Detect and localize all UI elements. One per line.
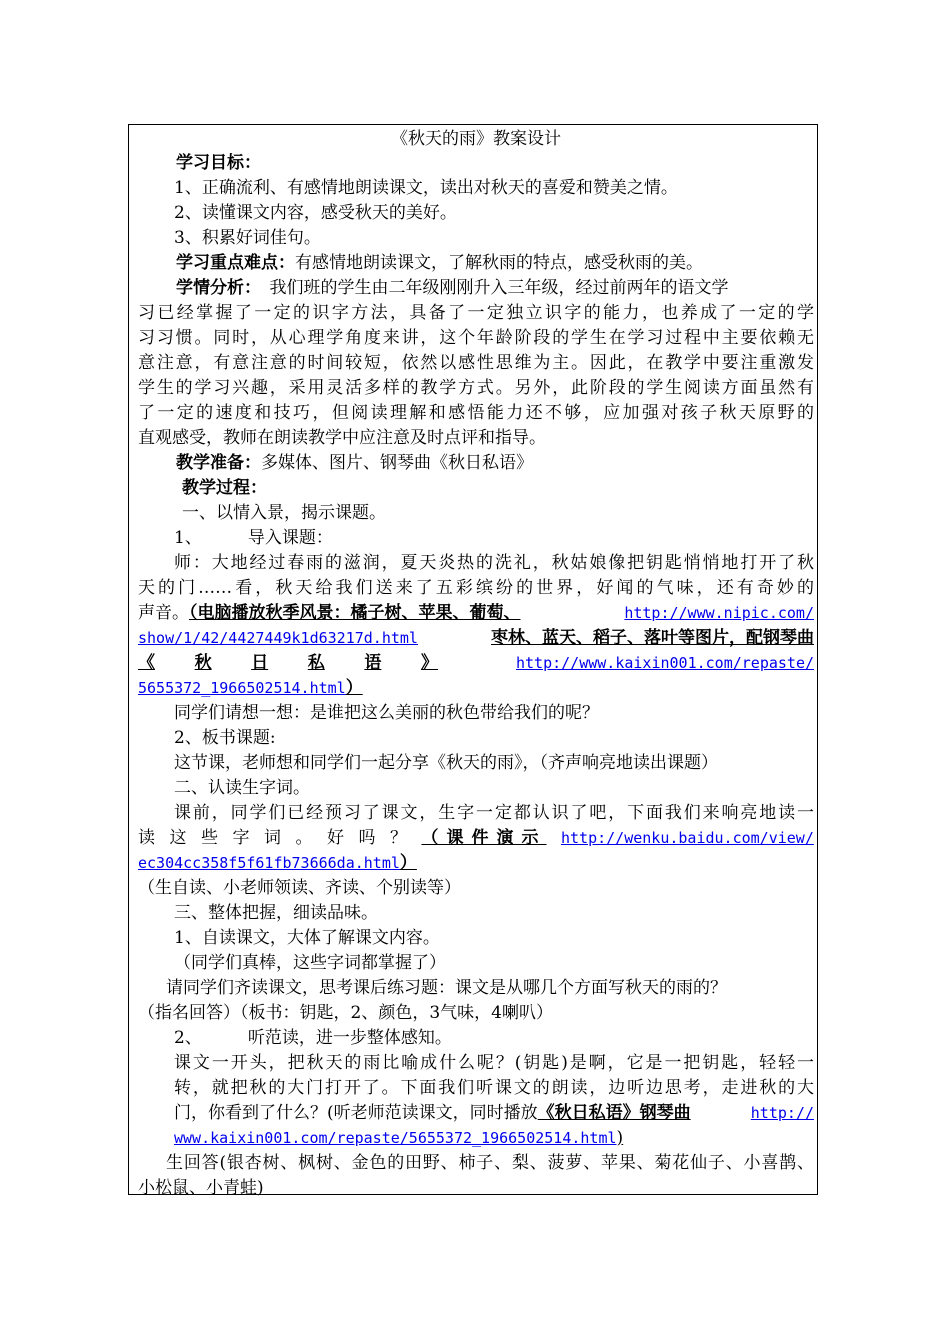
analysis-line: 习习惯。同时，从心理学角度来讲，这个年龄阶段的学生在学习过程中主要依赖无 (138, 328, 814, 348)
prep-text: 多媒体、图片、钢琴曲《秋日私语》 (261, 453, 533, 473)
song-note: 《秋日私语》钢琴曲 (537, 1103, 691, 1123)
read-char: 读 (138, 828, 155, 848)
board-note: （指名回答）（板书：钥匙，2、颜色，3气味，4喇叭） (138, 1003, 553, 1023)
analysis-label: 学情分析： (176, 278, 253, 298)
teacher-line-3 (138, 601, 814, 626)
analysis-line: 习已经掌握了一定的识字方法，具备了一定独立识字的能力，也养成了一定的学 (138, 303, 814, 323)
analysis-line: 学生的学习兴趣，采用灵活多样的教学方式。另外，此阶段的学生阅读方面虽然有 (138, 378, 814, 398)
close-paren: ） (399, 853, 417, 873)
process-heading: 教学过程： (182, 478, 267, 498)
teacher-line-5 (138, 651, 814, 676)
section-3-2-line: 课文一开头，把秋天的雨比喻成什么呢？(钥匙)是啊，它是一把钥匙，轻轻一 (174, 1053, 814, 1073)
read-char: 这 (169, 828, 187, 848)
section-3-2-line: 转，就把秋的大门打开了。下面我们听课文的朗读，边听边思考，走进秋的大 (174, 1078, 814, 1098)
section-2-line-3 (138, 851, 814, 876)
read-char: 吗 (358, 828, 376, 848)
teacher-text: 声音。 (138, 603, 189, 623)
answer-line: 生回答(银杏树、枫树、金色的田野、柿子、梨、菠萝、苹果、菊花仙子、小喜鹊、 (166, 1153, 814, 1173)
section-3-2-line-4 (138, 1126, 814, 1151)
teacher-line-6 (138, 676, 814, 701)
prep (138, 451, 814, 476)
goal-item: 1、正确流利、有感情地朗读课文，读出对秋天的喜爱和赞美之情。 (174, 178, 678, 198)
answer-line: 小松鼠、小青蛙) (138, 1178, 264, 1198)
nipic-link-cont[interactable]: show/1/42/4427449k1d63217d.html (138, 629, 418, 647)
song-char: 语 (364, 653, 382, 673)
section-2-line-2 (138, 826, 814, 851)
item-number: 1、 (174, 528, 202, 548)
read-char: ？ (390, 828, 407, 848)
close-paren: ) (616, 1128, 624, 1148)
goal-item: 2、读懂课文内容，感受秋天的美好。 (174, 203, 457, 223)
doc-title: 《秋天的雨》教案设计 (391, 129, 561, 149)
section-1-title: 一、以情入景，揭示课题。 (182, 503, 386, 523)
goals-heading: 学习目标： (176, 153, 261, 173)
baidu-link[interactable]: http://wenku.baidu.com/view/ (561, 829, 814, 847)
reading-modes: （生自读、小老师领读、齐读、个别读等） (138, 878, 461, 898)
section-3-2 (138, 1026, 814, 1051)
praise: （同学们真棒，这些字词都掌握了） (174, 953, 446, 973)
section-3-1: 1、自读课文，大体了解课文内容。 (174, 928, 440, 948)
song-char: 《 (138, 653, 155, 673)
teacher-line: 天的门……看，秋天给我们送来了五彩缤纷的世界，好闻的气味，还有奇妙的 (138, 578, 814, 598)
section-2-text: 课前，同学们已经预习了课文，生字一定都认识了吧，下面我们来响亮地读一 (174, 803, 814, 823)
read-char: 些 (201, 828, 218, 848)
analysis-text: 我们班的学生由二年级刚刚升入三年级，经过前两年的语文学 (252, 278, 729, 298)
nipic-link[interactable]: http://www.nipic.com/ (624, 604, 814, 622)
item-text: 导入课题： (247, 528, 333, 548)
section-3-1-question: 请同学们齐读课文，思考课后练习题：课文是从哪几个方面写秋天的雨的？ (166, 978, 727, 998)
baidu-link-cont[interactable]: ec304cc358f5f61fb73666da.html (138, 854, 400, 872)
analysis-line: 了一定的速度和技巧，但阅读理解和感悟能力还不够，应加强对孩子秋天原野的 (138, 403, 814, 423)
analysis-first-line (138, 276, 814, 301)
item-number: 2、 (174, 1028, 202, 1048)
song-title (138, 651, 438, 676)
media-note: （电脑播放秋季风景：橘子树、苹果、葡萄、 (189, 603, 521, 623)
close-paren: ） (345, 678, 363, 698)
key-points-label: 学习重点难点： (176, 253, 295, 273)
read-char: 字 (232, 828, 250, 848)
song-char: 日 (251, 653, 269, 673)
prep-label: 教学准备： (176, 453, 261, 473)
read-char: 词 (264, 828, 281, 848)
analysis-line: 意注意，有意注意的时间较短，依然以感性思维为主。因此，在教学中要注重激发 (138, 353, 814, 373)
section-2-title: 二、认读生字词。 (174, 778, 310, 798)
kaixin-link-2[interactable]: http:// (750, 1104, 814, 1122)
key-points (138, 251, 814, 276)
question: 同学们请想一想：是谁把这么美丽的秋色带给我们的呢？ (174, 703, 599, 723)
key-points-text: 有感情地朗读课文，了解秋雨的特点，感受秋雨的美。 (295, 253, 703, 273)
item-text: 听范读，进一步整体感知。 (247, 1028, 452, 1048)
section-1-2-text: 这节课，老师想和同学们一起分享《秋天的雨》，（齐声响亮地读出课题） (174, 753, 718, 773)
section-text: 门，你看到了什么？(听老师范读课文，同时播放 (174, 1103, 538, 1123)
media-note-cont: 枣林、蓝天、稻子、落叶等图片，配钢琴曲 (491, 628, 814, 648)
read-char: 好 (327, 828, 344, 848)
kaixin-link[interactable]: http://www.kaixin001.com/repaste/ (515, 654, 814, 672)
teacher-line-4 (138, 626, 814, 651)
kaixin-link-2-cont[interactable]: www.kaixin001.com/repaste/5655372_1966502514.html (174, 1129, 617, 1147)
goal-item: 3、积累好词佳句。 (174, 228, 321, 248)
section-1-2: 2、板书课题: (174, 728, 276, 748)
kaixin-link-cont[interactable]: 5655372_1966502514.html (138, 679, 346, 697)
song-char: 私 (307, 653, 325, 673)
demo-note: （课件演示 (421, 828, 547, 848)
song-char: 秋 (194, 653, 212, 673)
analysis-line: 直观感受，教师在朗读教学中应注意及时点评和指导。 (138, 428, 546, 448)
read-char: 。 (295, 828, 313, 848)
section-3-title: 三、整体把握，细读品味。 (174, 903, 378, 923)
section-3-2-line-3 (138, 1101, 814, 1126)
teacher-line: 师：大地经过春雨的滋润，夏天炎热的洗礼，秋姑娘像把钥匙悄悄地打开了秋 (174, 553, 814, 573)
section-1-1 (138, 526, 814, 551)
song-char: 》 (420, 653, 438, 673)
